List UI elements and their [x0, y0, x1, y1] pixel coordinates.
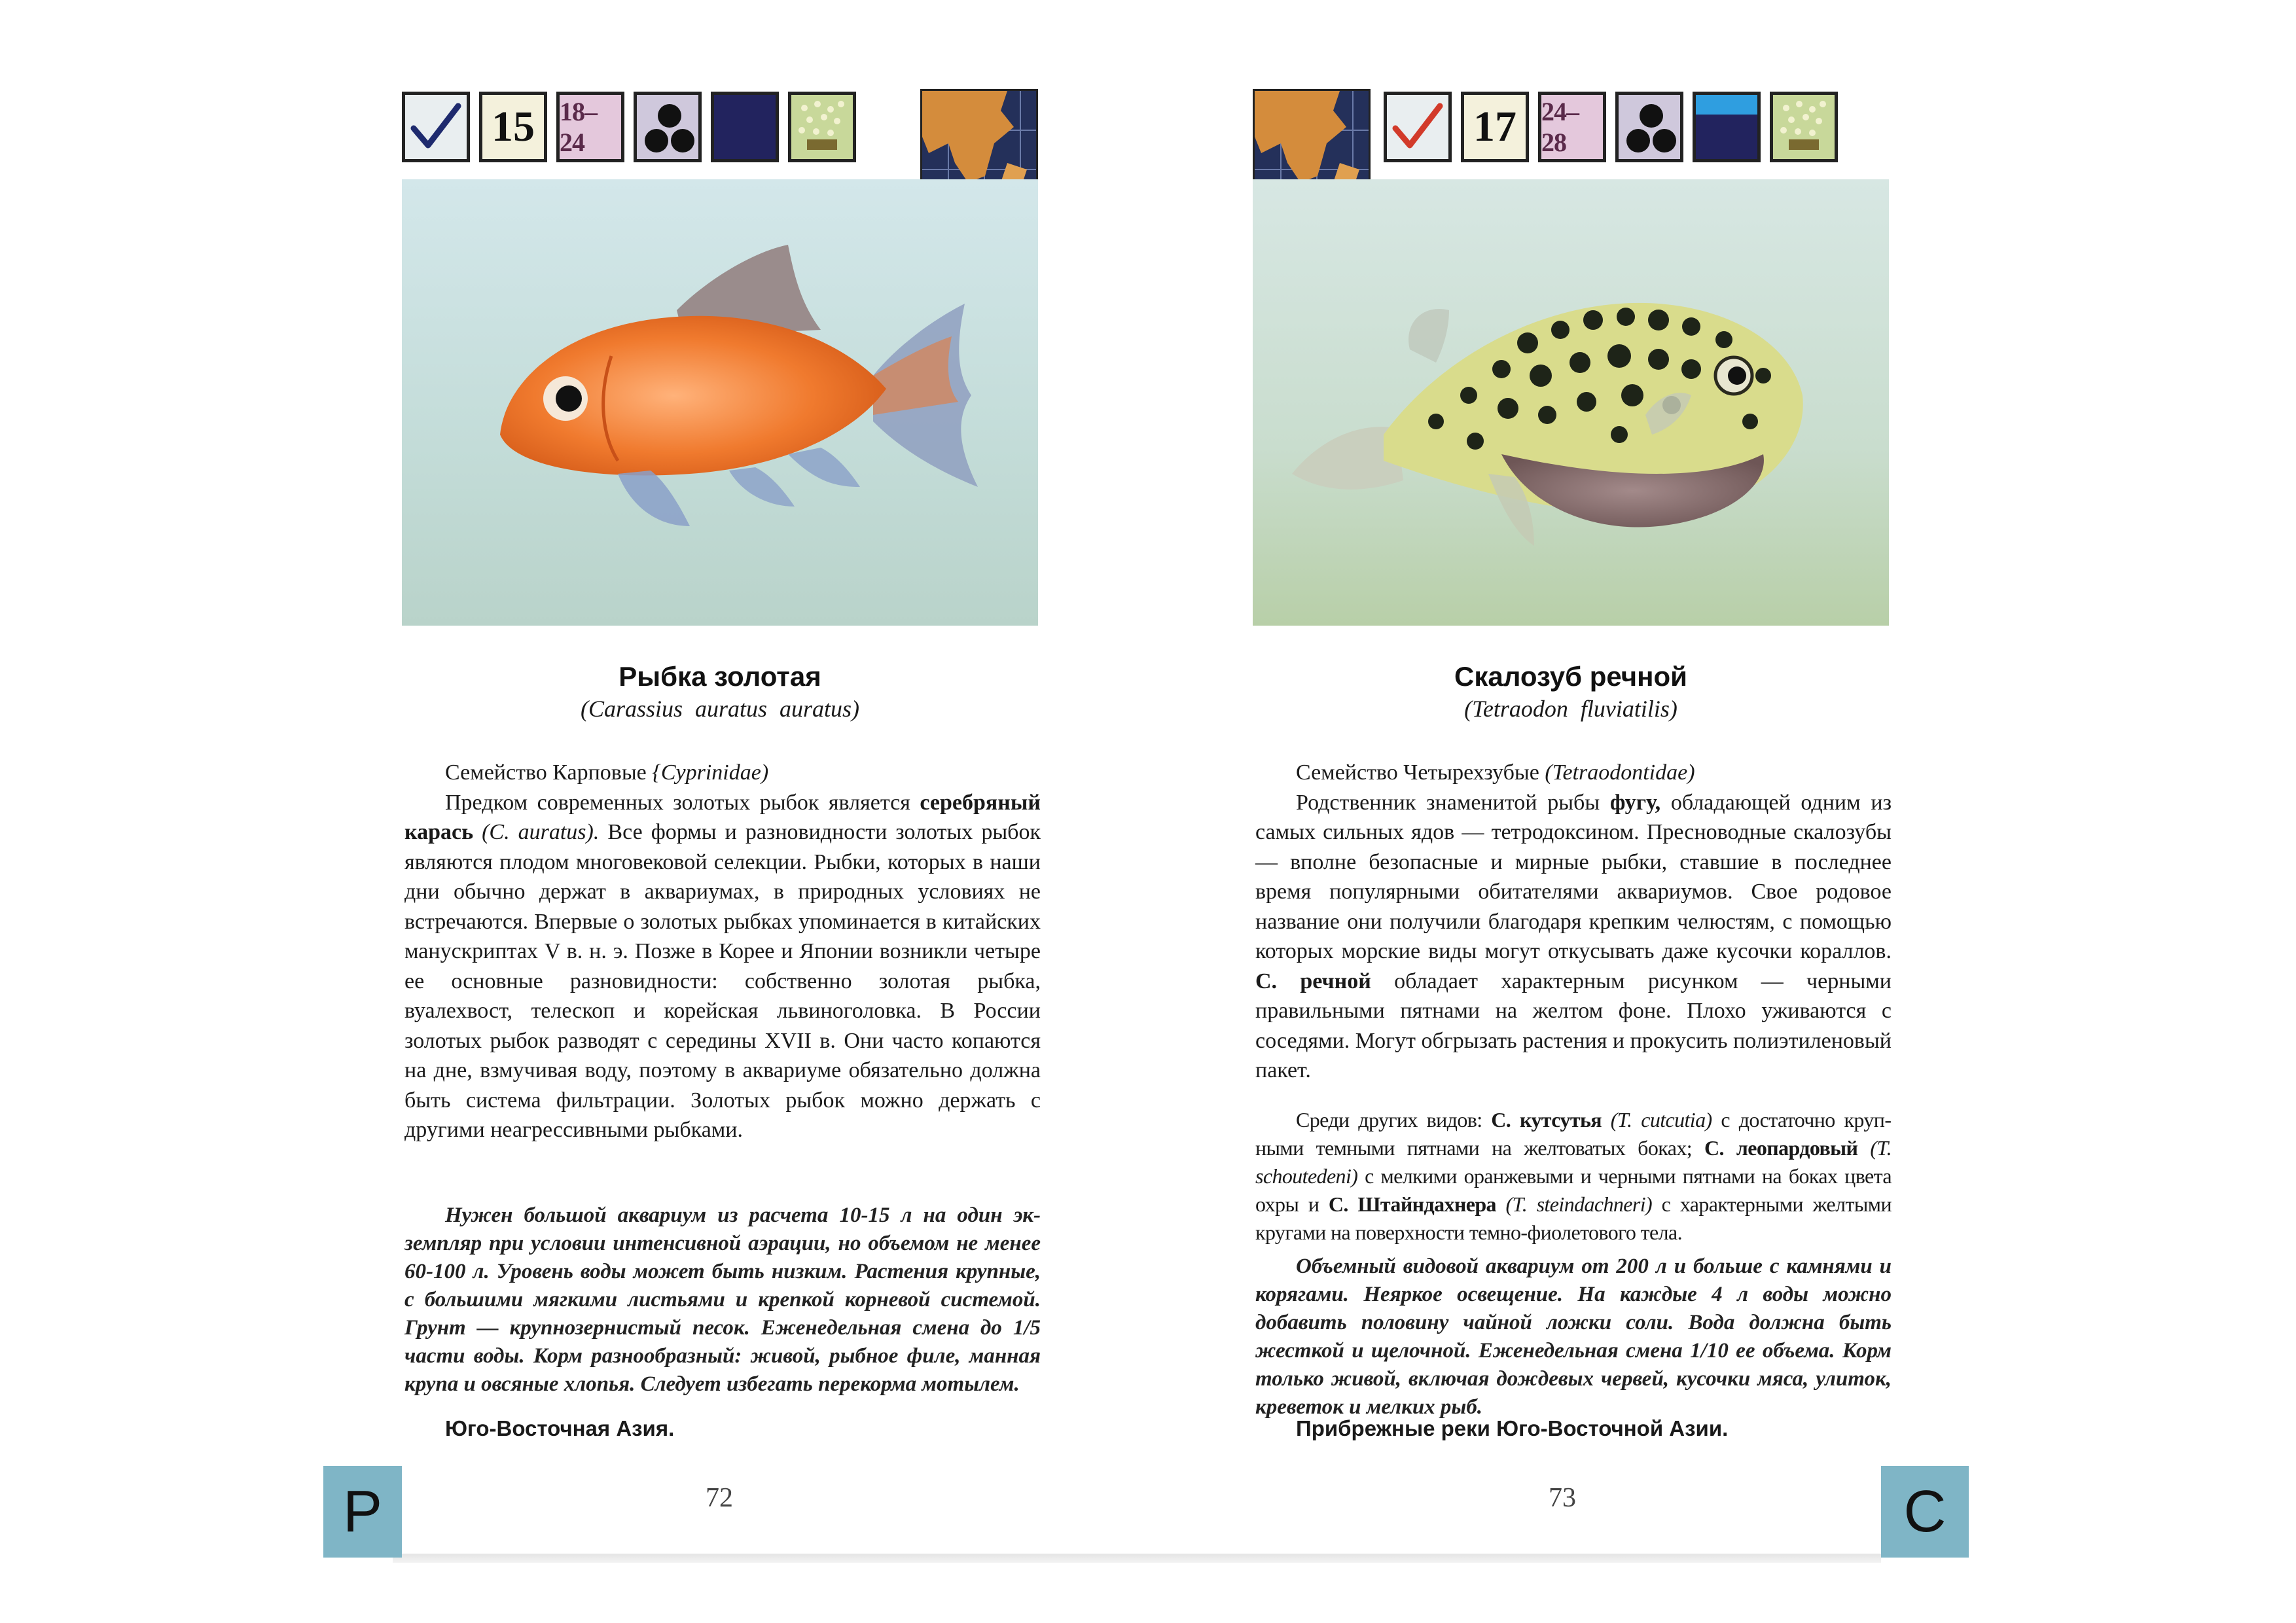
- care-text: Объемный видовой аквариум от 200 л и больше с камнями и корягами. Неяркое освещение. На каждые 4 л воды можно добавить половину чайной ложки соли. Вода должна быть жесткой и щелочной. Еженедельная смена 1/10 ее объема. Корм только живой, включая дождевых червей, кусочки мяса, улиток, креветок и мелких рыб.: [1255, 1255, 1892, 1419]
- fish-title: Скалозуб речной: [1454, 661, 1687, 692]
- description-bold: фугу,: [1609, 790, 1661, 815]
- water-depth-icon: [1693, 92, 1761, 162]
- family-latin: (Tetraodontidae): [1545, 760, 1695, 785]
- other-species-paragraph: [1255, 1106, 1892, 1247]
- description-text: Предком современных золотых рыбок является: [445, 790, 920, 815]
- species-bold: С. Штайндахнера: [1328, 1192, 1496, 1216]
- check-icon: [402, 92, 470, 162]
- temperature-icon: [556, 92, 624, 162]
- species-text: с мелкими оранжевыми и черными пятнами на боках цвета охры и: [1255, 1164, 1892, 1216]
- fish-latin-name: (Tetraodon fluviatilis): [1464, 696, 1677, 722]
- page-number: 73: [1549, 1483, 1576, 1513]
- plants-substrate-icon: [788, 92, 856, 162]
- habitat-region: Юго-Восточная Азия.: [445, 1416, 675, 1440]
- species-text: с характерными желтыми кругами на поверхности темно-фиолетового тела.: [1255, 1192, 1892, 1244]
- fish-latin-name: (Carassius auratus auratus): [580, 696, 860, 722]
- family-line: [1255, 758, 1892, 788]
- family-latin: {Cyprinidae): [652, 760, 769, 785]
- fish-size-icon: [479, 92, 547, 162]
- habitat-region: Прибрежные реки Юго-Восточной Азии.: [1296, 1416, 1729, 1440]
- bottom-rule: [393, 1554, 1148, 1563]
- species-text: Среди других видов:: [1296, 1108, 1492, 1132]
- species-italic: (Т. cutcutia): [1602, 1108, 1712, 1132]
- temperature-value: 24–28: [1541, 97, 1579, 157]
- species-bold: С. кутсутья: [1491, 1108, 1602, 1132]
- description-text: Все формы и разновидности золотых рыбок являются плодом многовековой селекции. Рыбки, которых в наши дни обычно держат в аквариумах, в природных условиях не встречаются. Впервые о золотых рыбках упоминается в китайских манускриптах V в. н. э. Позже в Корее и Японии возникли четыре ее основные разновидности: собственно золотая рыбка, вуалехвост, телескоп и корейская львиноголовка. В России золотых рыбок разводят с середины XVII в. Они часто копаются на дне, взмучивая воду, поэтому в аквариуме обязательно должна быть система фильтрации. Золотых рыбок можно держать с другими неагрессивными рыбками.: [404, 820, 1041, 1142]
- family-line: [404, 758, 1041, 788]
- group-dots-icon: [634, 92, 702, 162]
- care-instructions: [404, 1202, 1041, 1399]
- fish-size-value: 17: [1473, 103, 1516, 151]
- fish-title: Рыбка золотая: [619, 661, 821, 692]
- temperature-value: 18–24: [560, 97, 597, 157]
- family-label: Семейство Карповые: [445, 760, 647, 785]
- description-text: обладающей одним из самых сильных ядов — тетродоксином. Пресноводные скалозубы — вполне безопасные и мирные рыбки, ставшие в последнее время популярными обитателями аквариумов. Свое родовое название они получили благодаря крепким челюстям, с помощью которых морские виды могут откусывать даже кусочки кораллов.: [1255, 790, 1892, 963]
- check-icon: [1384, 92, 1452, 162]
- description-text: обладает характерным рисунком — черными правильными пятнами на желтом фоне. Плохо уживаются с соседями. Могут обгрызать растения и прокусить полиэтиленовый пакет.: [1255, 969, 1892, 1082]
- species-italic: (Т. steindachneri): [1496, 1192, 1653, 1216]
- species-italic: (Т. schoutedeni): [1255, 1136, 1892, 1188]
- bottom-rule: [1148, 1554, 1881, 1563]
- care-instructions: [1255, 1253, 1892, 1421]
- description-paragraph: [1255, 788, 1892, 1086]
- care-text: Нужен большой аквариум из расчета 10-15 л на один экземпляр при условии интенсивной аэрации, но объемом не менее 60-100 л. Уровень воды может быть низким. Растения крупные, с большими мягкими листьями и крепкой корневой системой. Грунт — крупнозернистый песок. Еженeдельная смена до 1/5 части воды. Корм разнообразный: живой, рыбное филе, манная крупа и овсяные хлопья. Следует избегать перекорма мотылем.: [404, 1204, 1041, 1396]
- other-species-text: [1255, 1106, 1892, 1247]
- description-bold: С. речной: [1255, 969, 1371, 993]
- species-bold: С. леопардовый: [1704, 1136, 1858, 1160]
- description-text: Родственник знаменитой рыбы: [1296, 790, 1610, 815]
- fish-size-value: 15: [492, 103, 535, 151]
- left-icon-row: [402, 92, 856, 162]
- page-number: 72: [706, 1483, 733, 1513]
- family-label: Семейство Четырехзубые: [1296, 760, 1539, 785]
- group-dots-icon: [1615, 92, 1683, 162]
- fish-size-icon: [1461, 92, 1529, 162]
- description-bold: серебряный карась: [404, 790, 1041, 844]
- water-depth-icon: [711, 92, 779, 162]
- alphabet-tab[interactable]: Р: [323, 1466, 402, 1558]
- pufferfish-photo: [1253, 179, 1889, 626]
- plants-substrate-icon: [1770, 92, 1838, 162]
- description-italic: (С. auratus).: [473, 820, 600, 844]
- temperature-icon: [1538, 92, 1606, 162]
- goldfish-photo: [402, 179, 1038, 626]
- species-text: с достаточно крупными темными пятнами на желтоватых боках;: [1255, 1108, 1892, 1160]
- fish-description: [1255, 758, 1892, 1086]
- fish-description: [404, 758, 1041, 1145]
- right-icon-row: [1384, 92, 1838, 162]
- right-page: [1148, 0, 2296, 1623]
- alphabet-tab[interactable]: С: [1881, 1466, 1969, 1558]
- description-paragraph: [404, 788, 1041, 1145]
